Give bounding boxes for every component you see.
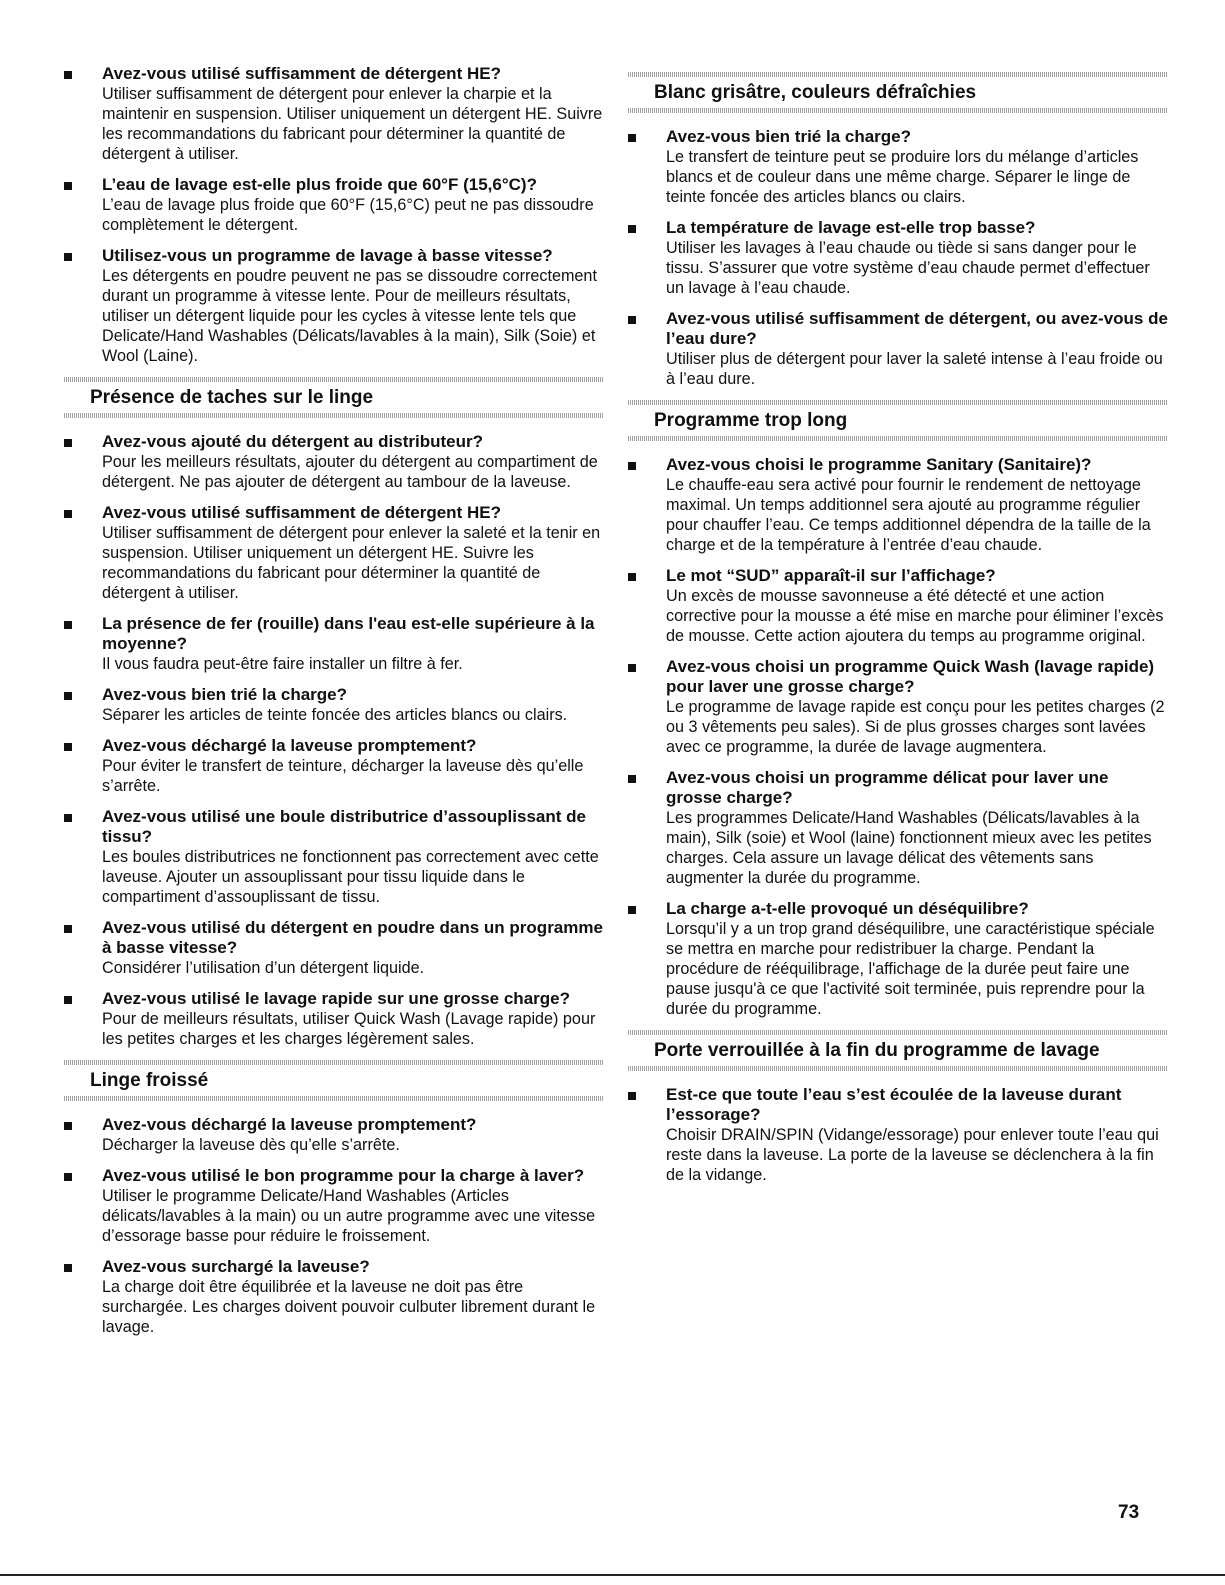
question: Avez-vous bien trié la charge? bbox=[102, 685, 347, 704]
list-item bbox=[628, 218, 1168, 298]
divider bbox=[628, 1066, 1168, 1071]
list-item bbox=[64, 614, 604, 674]
question: Utilisez-vous un programme de lavage à basse vitesse? bbox=[102, 246, 553, 265]
right-column bbox=[628, 72, 1168, 1196]
bullet-icon bbox=[64, 439, 72, 447]
bullet-icon bbox=[64, 692, 72, 700]
answer: Utiliser suffisamment de détergent pour enlever la charpie et la maintenir en suspension. Utiliser uniquement un détergent HE. Suivre les recommandations du fabricant pour déterminer la quantité de détergent à utiliser. bbox=[102, 85, 603, 163]
list-item bbox=[64, 246, 604, 366]
list-item bbox=[628, 127, 1168, 207]
list-item bbox=[628, 657, 1168, 757]
bullet-icon bbox=[64, 925, 72, 933]
question: Avez-vous choisi un programme délicat pour laver une grosse charge? bbox=[666, 768, 1109, 807]
divider bbox=[628, 108, 1168, 113]
bullet-icon bbox=[628, 775, 636, 783]
divider bbox=[64, 377, 604, 382]
bullet-icon bbox=[64, 1173, 72, 1181]
list-item bbox=[64, 918, 604, 978]
left-column bbox=[64, 64, 604, 1348]
bullet-icon bbox=[628, 134, 636, 142]
list-item bbox=[64, 807, 604, 907]
list-item bbox=[64, 432, 604, 492]
question: Avez-vous ajouté du détergent au distributeur? bbox=[102, 432, 483, 451]
question: La température de lavage est-elle trop basse? bbox=[666, 218, 1036, 237]
bullet-icon bbox=[64, 71, 72, 79]
answer: Décharger la laveuse dès qu’elle s’arrête. bbox=[102, 1136, 400, 1154]
answer: Utiliser plus de détergent pour laver la saleté intense à l’eau froide ou à l’eau dure. bbox=[666, 350, 1163, 388]
question: Avez-vous utilisé le bon programme pour la charge à laver? bbox=[102, 1166, 585, 1185]
question: Est-ce que toute l’eau s’est écoulée de la laveuse durant l’essorage? bbox=[666, 1085, 1122, 1124]
section-title: Programme trop long bbox=[654, 410, 848, 431]
question: Avez-vous utilisé suffisamment de détergent, ou avez-vous de l’eau dure? bbox=[666, 309, 1168, 348]
list-item bbox=[64, 1257, 604, 1337]
bullet-icon bbox=[628, 906, 636, 914]
answer: Le transfert de teinture peut se produire lors du mélange d’articles blancs et de couleur dans une même charge. Séparer le linge de teinte foncée des articles blancs ou clairs. bbox=[666, 148, 1139, 206]
answer: Utiliser suffisamment de détergent pour enlever la saleté et la tenir en suspension. Utiliser uniquement un détergent HE. Suivre les recommandations du fabricant pour déterminer la quantité de détergent à utiliser. bbox=[102, 524, 601, 602]
list-item bbox=[64, 175, 604, 235]
section-title: Blanc grisâtre, couleurs défraîchies bbox=[654, 82, 977, 103]
section-title: Linge froissé bbox=[90, 1070, 209, 1091]
list-item bbox=[628, 1085, 1168, 1185]
question: Avez-vous utilisé le lavage rapide sur une grosse charge? bbox=[102, 989, 570, 1008]
question: Avez-vous utilisé suffisamment de détergent HE? bbox=[102, 503, 501, 522]
section-header bbox=[64, 1060, 604, 1101]
answer: Un excès de mousse savonneuse a été détecté et une action corrective pour la mousse a été mise en marche pour éliminer l’excès de mousse. Cette action ajoutera du temps au programme original. bbox=[666, 587, 1164, 645]
bullet-icon bbox=[64, 253, 72, 261]
bottom-border bbox=[0, 1574, 1225, 1576]
list-item bbox=[628, 566, 1168, 646]
bullet-icon bbox=[628, 1092, 636, 1100]
answer: Séparer les articles de teinte foncée des articles blancs ou clairs. bbox=[102, 706, 568, 724]
question: Avez-vous déchargé la laveuse promptement? bbox=[102, 736, 477, 755]
bullet-icon bbox=[628, 225, 636, 233]
answer: Il vous faudra peut-être faire installer un filtre à fer. bbox=[102, 655, 463, 673]
question: Le mot “SUD” apparaît-il sur l’affichage? bbox=[666, 566, 996, 585]
question: Avez-vous utilisé suffisamment de détergent HE? bbox=[102, 64, 501, 83]
answer: Pour éviter le transfert de teinture, décharger la laveuse dès qu’elle s’arrête. bbox=[102, 757, 584, 795]
answer: Les programmes Delicate/Hand Washables (Délicats/lavables à la main), Silk (soie) et Wool (laine) fonctionnent mieux avec les petites charges. Cela assure un lavage délicat des vêtements sans augmenter la durée du programme. bbox=[666, 809, 1152, 887]
list-item bbox=[628, 309, 1168, 389]
bullet-icon bbox=[64, 182, 72, 190]
answer: Lorsqu’il y a un trop grand déséquilibre, une caractéristique spéciale se mettra en marche pour redistribuer la charge. Pendant la procédure de rééquilibrage, l'affichage de la durée peut faire une pause jusqu'à ce que l'activité soit terminée, puis reprendre pour la durée du programme. bbox=[666, 920, 1155, 1018]
question: L’eau de lavage est-elle plus froide que 60°F (15,6°C)? bbox=[102, 175, 537, 194]
answer: Les détergents en poudre peuvent ne pas se dissoudre correctement durant un programme à vitesse lente. Pour de meilleurs résultats, utiliser un détergent liquide pour les cycles à vitesse lente tels que Delicate/Hand Washables (Délicats/lavables à la main), Silk (Soie) et Wool (Laine). bbox=[102, 267, 597, 365]
bullet-icon bbox=[628, 664, 636, 672]
answer: Considérer l’utilisation d’un détergent liquide. bbox=[102, 959, 425, 977]
question: Avez-vous choisi le programme Sanitary (Sanitaire)? bbox=[666, 455, 1092, 474]
list-item bbox=[628, 455, 1168, 555]
question: La charge a-t-elle provoqué un déséquilibre? bbox=[666, 899, 1029, 918]
divider bbox=[64, 413, 604, 418]
list-item bbox=[64, 685, 604, 725]
bullet-icon bbox=[64, 621, 72, 629]
answer: Pour de meilleurs résultats, utiliser Quick Wash (Lavage rapide) pour les petites charges et les charges légèrement sales. bbox=[102, 1010, 596, 1048]
list-item bbox=[628, 768, 1168, 888]
answer: L’eau de lavage plus froide que 60°F (15,6°C) peut ne pas dissoudre complètement le détergent. bbox=[102, 196, 594, 234]
section-header bbox=[628, 1030, 1168, 1071]
bullet-icon bbox=[628, 573, 636, 581]
page-number: 73 bbox=[1118, 1502, 1140, 1523]
list-item bbox=[64, 503, 604, 603]
bullet-icon bbox=[64, 996, 72, 1004]
bullet-icon bbox=[628, 316, 636, 324]
section-title: Présence de taches sur le linge bbox=[90, 387, 374, 408]
question: Avez-vous choisi un programme Quick Wash (lavage rapide) pour laver une grosse charge? bbox=[666, 657, 1155, 696]
question: Avez-vous bien trié la charge? bbox=[666, 127, 911, 146]
section-header bbox=[64, 377, 604, 418]
section-header bbox=[628, 72, 1168, 113]
answer: La charge doit être équilibrée et la laveuse ne doit pas être surchargée. Les charges doivent pouvoir culbuter librement durant le lavage. bbox=[102, 1278, 596, 1336]
answer: Utiliser les lavages à l’eau chaude ou tiède si sans danger pour le tissu. S’assurer que votre système d’eau chaude permet d’effectuer un lavage à l’eau chaude. bbox=[666, 239, 1150, 297]
question: Avez-vous utilisé du détergent en poudre dans un programme à basse vitesse? bbox=[102, 918, 603, 957]
answer: Pour les meilleurs résultats, ajouter du détergent au compartiment de détergent. Ne pas ajouter de détergent au tambour de la laveuse. bbox=[102, 453, 598, 491]
bullet-icon bbox=[64, 743, 72, 751]
bullet-icon bbox=[64, 814, 72, 822]
list-item bbox=[628, 899, 1168, 1019]
section-title: Porte verrouillée à la fin du programme de lavage bbox=[654, 1040, 1100, 1061]
answer: Le chauffe-eau sera activé pour fournir le rendement de nettoyage maximal. Un temps additionnel sera ajouté au programme régulier pour chauffer l’eau. Ce temps additionnel dépendra de la taille de la charge et de la température à l’entrée d’eau chaude. bbox=[666, 476, 1151, 554]
bullet-icon bbox=[64, 1264, 72, 1272]
answer: Utiliser le programme Delicate/Hand Washables (Articles délicats/lavables à la main) ou un autre programme avec une vitesse d’essorage basse pour réduire le froissement. bbox=[102, 1187, 596, 1245]
section-header bbox=[628, 400, 1168, 441]
question: La présence de fer (rouille) dans l'eau est-elle supérieure à la moyenne? bbox=[102, 614, 595, 653]
divider bbox=[64, 1096, 604, 1101]
question: Avez-vous utilisé une boule distributrice d’assouplissant de tissu? bbox=[102, 807, 586, 846]
answer: Le programme de lavage rapide est conçu pour les petites charges (2 ou 3 vêtements peu sales). Si de plus grosses charges sont lavées avec ce programme, la durée de lavage augmentera. bbox=[666, 698, 1165, 756]
list-item bbox=[64, 64, 604, 164]
answer: Les boules distributrices ne fonctionnent pas correctement avec cette laveuse. Ajouter un assouplissant pour tissu liquide dans le compartiment d’assouplissant de tissu. bbox=[102, 848, 599, 906]
list-item bbox=[64, 736, 604, 796]
list-item bbox=[64, 1115, 604, 1155]
divider bbox=[628, 1030, 1168, 1035]
list-item bbox=[64, 1166, 604, 1246]
divider bbox=[64, 1060, 604, 1065]
bullet-icon bbox=[628, 462, 636, 470]
question: Avez-vous déchargé la laveuse promptement? bbox=[102, 1115, 477, 1134]
divider bbox=[628, 400, 1168, 405]
list-item bbox=[64, 989, 604, 1049]
bullet-icon bbox=[64, 1122, 72, 1130]
bullet-icon bbox=[64, 510, 72, 518]
divider bbox=[628, 436, 1168, 441]
question: Avez-vous surchargé la laveuse? bbox=[102, 1257, 370, 1276]
answer: Choisir DRAIN/SPIN (Vidange/essorage) pour enlever toute l’eau qui reste dans la laveuse. La porte de la laveuse se déclenchera à la fin de la vidange. bbox=[666, 1126, 1159, 1184]
divider bbox=[628, 72, 1168, 77]
